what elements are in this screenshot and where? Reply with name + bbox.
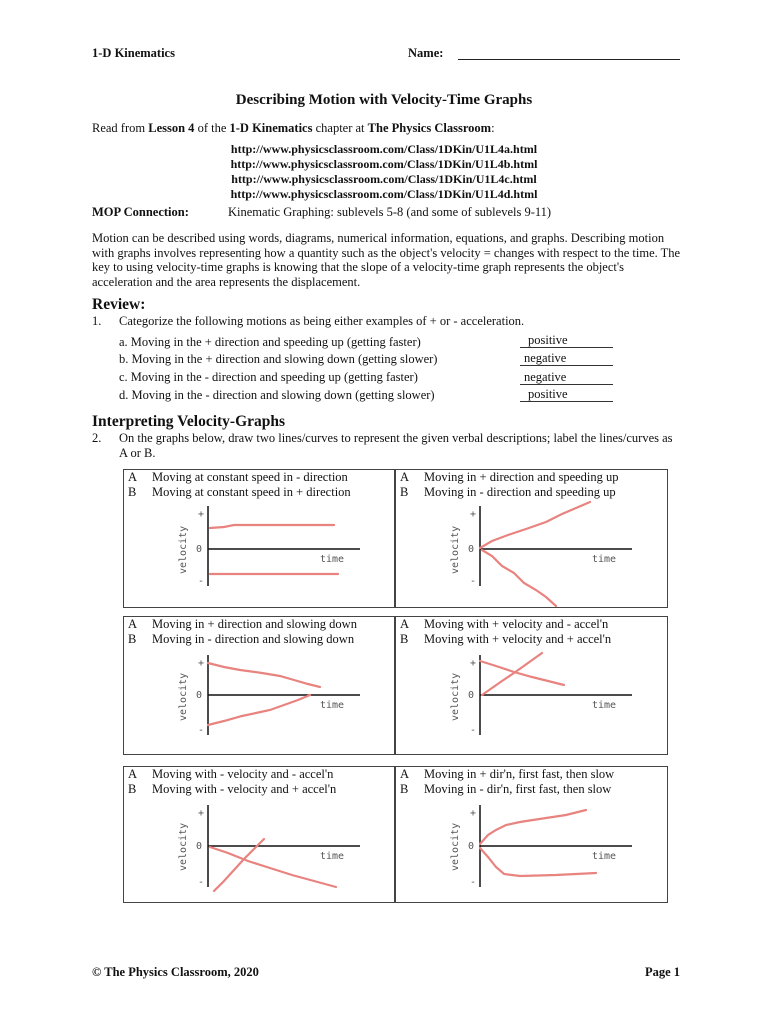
- velocity-axis-label: velocity: [450, 822, 461, 871]
- sketch-curves: [480, 653, 564, 695]
- header-topic: 1-D Kinematics: [92, 46, 175, 60]
- footer-copyright: © The Physics Classroom, 2020: [92, 965, 259, 979]
- sketch-curve: [480, 502, 590, 548]
- label-a: A: [128, 470, 138, 484]
- time-axis-label: time: [592, 851, 617, 862]
- graph-axes: [178, 655, 360, 736]
- answer-field[interactable]: negative: [520, 370, 613, 385]
- question-text: Categorize the following motions as being either examples of + or - acceleration.: [119, 314, 525, 328]
- minus-label: -: [470, 725, 477, 736]
- question-number: 1.: [92, 314, 102, 328]
- answer-field[interactable]: positive: [520, 387, 613, 402]
- description-b: Moving at constant speed in + direction: [152, 484, 351, 499]
- sketch-curve: [210, 525, 334, 528]
- velocity-axis-label: velocity: [450, 672, 461, 721]
- review-item: d. Moving in the - direction and slowing down (getting slower): [119, 388, 435, 402]
- description-a: Moving at constant speed in - direction: [152, 470, 348, 484]
- read-lesson: Lesson 4: [148, 121, 195, 135]
- sketch-curve: [214, 839, 264, 891]
- sketch-curve: [480, 661, 564, 685]
- page-number: Page 1: [644, 965, 680, 979]
- url-link[interactable]: http://www.physicsclassroom.com/Class/1DKin/U1L4d.html: [230, 187, 538, 201]
- answer-field[interactable]: positive: [520, 333, 613, 348]
- minus-label: -: [198, 725, 205, 736]
- zero-label: 0: [196, 544, 203, 555]
- graph-box-2: [395, 469, 668, 608]
- label-a: A: [128, 617, 138, 631]
- zero-label: 0: [468, 841, 475, 852]
- graph-box-1: [123, 469, 395, 608]
- velocity-time-graph[interactable]: [124, 617, 396, 756]
- url-link[interactable]: http://www.physicsclassroom.com/Class/1DKin/U1L4c.html: [231, 172, 537, 186]
- description-b: Moving in - dir'n, first fast, then slow: [424, 781, 612, 796]
- read-prefix: Read from: [92, 121, 149, 135]
- zero-label: 0: [468, 544, 475, 555]
- graph-box-6: [395, 766, 668, 903]
- sketch-curve: [208, 663, 320, 687]
- sketch-curves: [480, 810, 596, 876]
- velocity-axis-label: velocity: [178, 525, 189, 574]
- time-axis-label: time: [592, 554, 617, 565]
- minus-label: -: [198, 877, 205, 888]
- description-a: Moving in + dir'n, first fast, then slow: [424, 767, 615, 781]
- sketch-curve: [482, 550, 556, 606]
- zero-label: 0: [468, 690, 475, 701]
- zero-label: 0: [196, 690, 203, 701]
- minus-label: -: [198, 576, 205, 587]
- answer-field[interactable]: negative: [520, 351, 613, 366]
- mop-label: MOP Connection:: [92, 205, 189, 219]
- label-b: B: [128, 484, 137, 499]
- velocity-time-graph[interactable]: [124, 767, 396, 904]
- time-axis-label: time: [320, 554, 345, 565]
- plus-label: +: [470, 509, 477, 520]
- label-a: A: [400, 767, 410, 781]
- plus-label: +: [470, 808, 477, 819]
- velocity-time-graph[interactable]: [396, 470, 669, 609]
- label-b: B: [400, 484, 409, 499]
- read-mid2: chapter at: [312, 121, 368, 135]
- minus-label: -: [470, 877, 477, 888]
- read-mid: of the: [194, 121, 230, 135]
- sketch-curve: [208, 695, 310, 725]
- graph-box-4: [395, 616, 668, 755]
- label-a: A: [400, 470, 410, 484]
- time-axis-label: time: [592, 700, 617, 711]
- velocity-time-graph[interactable]: [124, 470, 396, 609]
- velocity-time-graph[interactable]: [396, 767, 669, 904]
- zero-label: 0: [196, 841, 203, 852]
- label-b: B: [400, 781, 409, 796]
- time-axis-label: time: [320, 700, 345, 711]
- velocity-time-graph[interactable]: [396, 617, 669, 756]
- review-item: a. Moving in the + direction and speeding up (getting faster): [119, 335, 421, 349]
- label-b: B: [128, 781, 137, 796]
- sketch-curve: [482, 653, 542, 695]
- intro-paragraph: Motion can be described using words, diagrams, numerical information, equations, and graphs. Describing motion with graphs involves representing how a quantity such as the object's velocity = changes with respect to the time. The key to using velocity-time graphs is knowing that the slope of a velocity-time graph represents the object's acceleration and the area represents the displacement.: [92, 231, 681, 289]
- description-a: Moving in + direction and speeding up: [424, 470, 619, 484]
- read-suffix: :: [491, 121, 495, 135]
- sketch-curve: [480, 848, 596, 876]
- question-text: On the graphs below, draw two lines/curves to represent the given verbal descriptions; label the lines/curves as A or B.: [119, 431, 673, 460]
- plus-label: +: [198, 658, 205, 669]
- description-b: Moving in - direction and speeding up: [424, 484, 616, 499]
- sketch-curves: [208, 663, 320, 725]
- url-link[interactable]: http://www.physicsclassroom.com/Class/1DKin/U1L4b.html: [230, 157, 538, 171]
- sketch-curve: [480, 810, 586, 844]
- plus-label: +: [470, 658, 477, 669]
- review-item: c. Moving in the - direction and speeding up (getting faster): [119, 370, 418, 384]
- graph-axes: [178, 805, 360, 888]
- velocity-axis-label: velocity: [178, 672, 189, 721]
- label-a: A: [128, 767, 138, 781]
- velocity-axis-label: velocity: [450, 525, 461, 574]
- description-b: Moving with - velocity and + accel'n: [152, 781, 337, 796]
- plus-label: +: [198, 509, 205, 520]
- name-field-line[interactable]: [458, 59, 680, 60]
- description-a: Moving with + velocity and - accel'n: [424, 617, 609, 631]
- mop-text: Kinematic Graphing: sublevels 5-8 (and some of sublevels 9-11): [228, 205, 552, 219]
- name-label: Name:: [408, 46, 444, 60]
- question-number: 2.: [92, 431, 102, 445]
- reading-instruction: [92, 121, 495, 136]
- description-b: Moving with + velocity and + accel'n: [424, 631, 612, 646]
- url-link[interactable]: http://www.physicsclassroom.com/Class/1DKin/U1L4a.html: [230, 142, 538, 156]
- read-chapter: 1-D Kinematics: [229, 121, 313, 135]
- read-site: The Physics Classroom: [367, 121, 492, 135]
- minus-label: -: [470, 576, 477, 587]
- sketch-curves: [210, 839, 336, 891]
- url-list: [0, 142, 768, 202]
- label-a: A: [400, 617, 410, 631]
- label-b: B: [128, 631, 137, 646]
- description-a: Moving in + direction and slowing down: [152, 617, 357, 631]
- sketch-curves: [480, 502, 590, 606]
- time-axis-label: time: [320, 851, 345, 862]
- graph-box-5: [123, 766, 395, 903]
- graph-axes: [450, 655, 632, 736]
- page-title: Describing Motion with Velocity-Time Graphs: [235, 92, 533, 108]
- velocity-axis-label: velocity: [178, 822, 189, 871]
- graph-axes: [450, 506, 632, 587]
- graph-box-3: [123, 616, 395, 755]
- review-item: b. Moving in the + direction and slowing down (getting slower): [119, 352, 438, 366]
- review-heading: Review:: [92, 296, 146, 313]
- plus-label: +: [198, 808, 205, 819]
- description-b: Moving in - direction and slowing down: [152, 631, 355, 646]
- sketch-curve: [210, 847, 336, 887]
- label-b: B: [400, 631, 409, 646]
- description-a: Moving with - velocity and - accel'n: [152, 767, 334, 781]
- interp-heading: Interpreting Velocity-Graphs: [92, 413, 286, 430]
